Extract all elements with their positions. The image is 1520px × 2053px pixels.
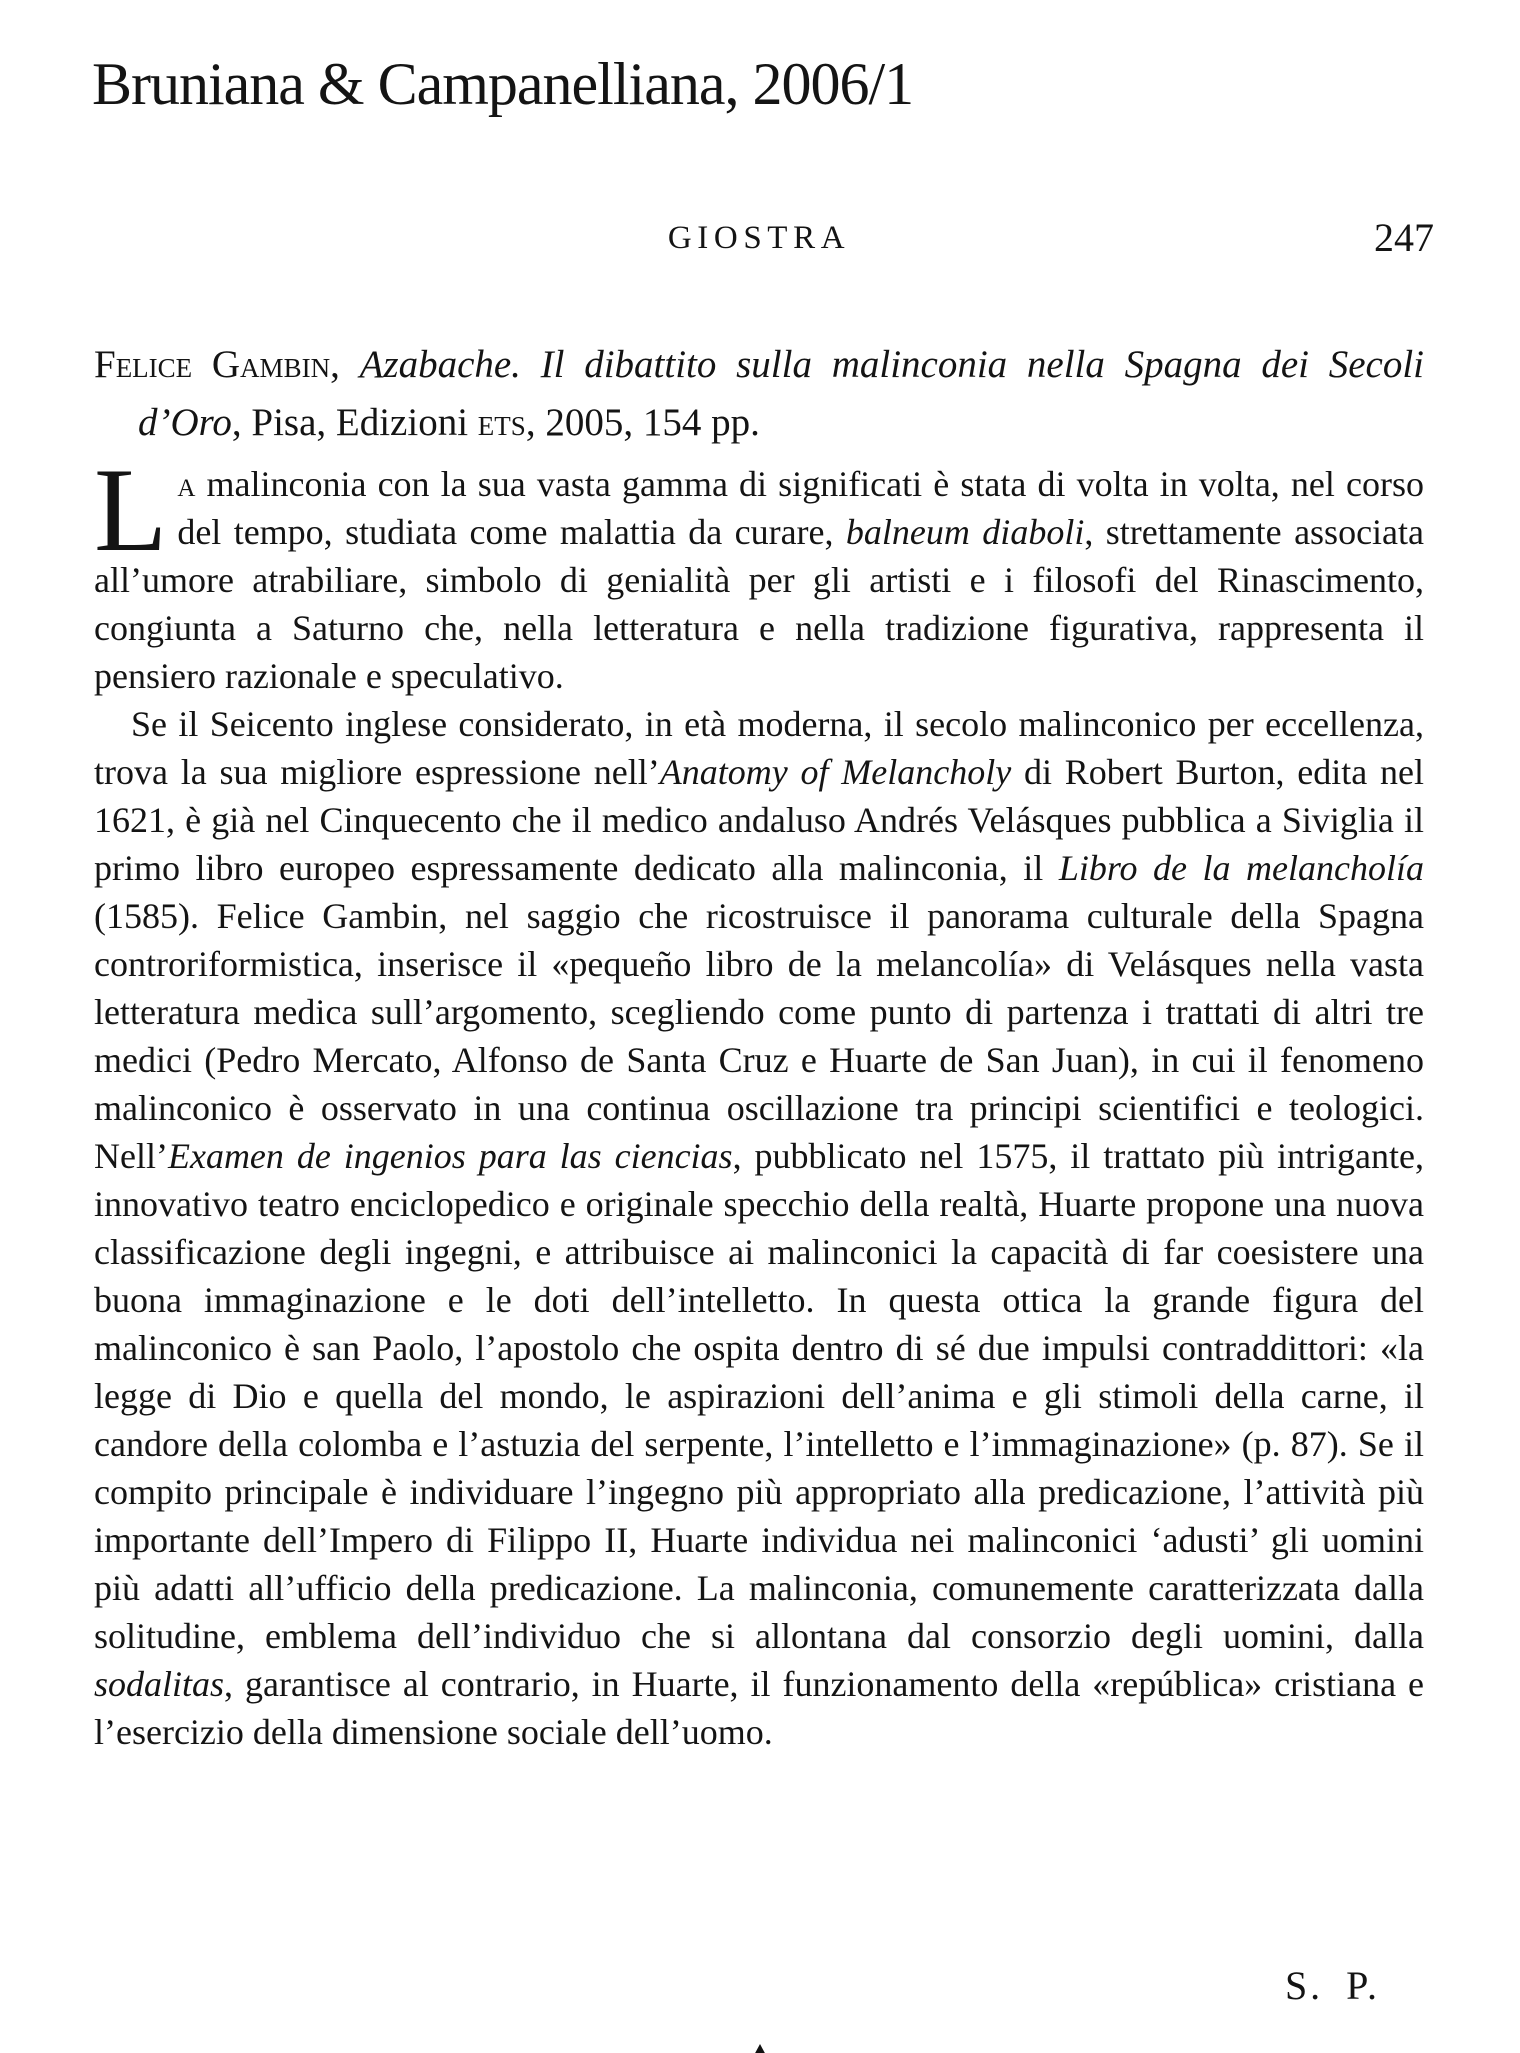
drop-cap: L <box>94 443 168 576</box>
paragraph-1-text: a malinconia con la sua vasta gamma di significati è stata di volta in volta, nel corso del tempo, studiata come malattia da curare, balneum diaboli, strettamente associata all’umore atrabiliare, simbolo di genialità per gli artisti e i filosofi del Rinascimento, congiunta a Saturno che, nella letteratura e nella tradizione figurativa, rappresenta il pensiero razionale e speculativo. <box>94 464 1425 696</box>
page-number: 247 <box>1374 215 1434 260</box>
review-paragraph-2: Se il Seicento inglese considerato, in età moderna, il secolo malinconico per eccellenza, trova la sua migliore espressione nell’Anatomy of Melancholy di Robert Burton, edita nel 1621, è già nel Cinquecento che il medico andaluso Andrés Velásques pubblica a Siviglia il primo libro europeo espressamente dedicato alla malinconia, il Libro de la melancholía (1585). Felice Gambin, nel saggio che ricostruisce il panorama culturale della Spagna controriformistica, inserisce il «pequeño libro de la melancolía» di Velásques nella vasta letteratura medica sull’argomento, scegliendo come punto di partenza i trattati di altri tre medici (Pedro Mercato, Alfonso de Santa Cruz e Huarte de San Juan), in cui il fenomeno malinconico è osservato in una continua oscillazione tra principi scientifici e teologici. Nell’Examen de ingenios para las ciencias, pubblicato nel 1575, il trattato più intrigante, innovativo teatro enciclopedico e originale specchio della realtà, Huarte propone una nuova classificazione degli ingegni, e attribuisce ai malinconici la capacità di far coesistere una buona immaginazione e le doti dell’intelletto. In questa ottica la grande figura del malinconico è san Paolo, l’apostolo che ospita dentro di sé due impulsi contraddittori: «la legge di Dio e quella del mondo, le aspirazioni dell’anima e gli stimoli della carne, il candore della colomba e l’astuzia del serpente, l’intelletto e l’immaginazione» (p. 87). Se il compito principale è individuare l’ingegno più appropriato alla predicazione, l’attività più importante dell’Impero di Filippo II, Huarte individua nei malinconici ‘adusti’ gli uomini più adatti all’ufficio della predicazione. La malinconia, comunemente caratterizzata dalla solitudine, emblema dell’individuo che si allontana dal consorzio degli uomini, dalla sodalitas, garantisce al contrario, in Huarte, il funzionamento della «república» cristiana e l’esercizio della dimensione sociale dell’uomo. <box>94 704 1424 1752</box>
journal-title: Bruniana & Campanelliana, 2006/1 <box>92 51 914 117</box>
review-body <box>94 443 1425 1756</box>
reviewer-signature: S. P. <box>1284 1963 1380 2008</box>
review-paragraph-1 <box>94 443 1425 700</box>
end-ornament-icon <box>753 2044 767 2053</box>
running-head: GIOSTRA <box>667 220 851 256</box>
book-citation: Felice Gambin, Azabache. Il dibattito sulla malinconia nella Spagna dei Secoli d’Oro, Pisa, Edizioni ets, 2005, 154 pp. <box>94 343 1425 444</box>
